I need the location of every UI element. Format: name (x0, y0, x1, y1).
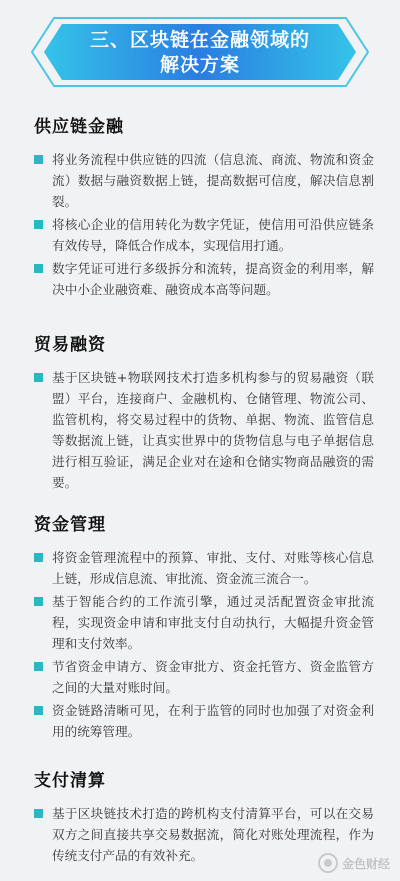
title-banner (30, 16, 370, 88)
watermark-text: 金色财经 (341, 856, 390, 871)
title-line-1: 三、区块链在金融领域的 (89, 29, 310, 51)
list-item (34, 149, 374, 212)
list-item (34, 367, 374, 493)
section-heading: 资金管理 (34, 515, 106, 535)
list-item (34, 258, 374, 300)
square-bullet-icon (34, 220, 43, 229)
list-item-text: 节省资金申请方、资金审批方、资金托管方、资金监管方之间的大量对账时间。 (52, 659, 374, 695)
list-item (34, 214, 374, 256)
section-supply-chain-finance (34, 112, 374, 302)
square-bullet-icon (34, 662, 43, 671)
section-heading: 供应链金融 (34, 117, 124, 137)
section-heading: 支付清算 (34, 771, 106, 791)
list-item (34, 591, 374, 654)
section-trade-finance (34, 330, 374, 495)
page-title (30, 28, 370, 78)
square-bullet-icon (34, 373, 43, 382)
list-item-text: 数字凭证可进行多级拆分和流转，提高资金的利用率，解决中小企业融资难、融资成本高等问题。 (52, 261, 374, 297)
list-item-text: 基于智能合约的工作流引擎，通过灵活配置资金审批流程，实现资金申请和审批支付自动执行，大幅提升资金管理和支付效率。 (52, 594, 374, 651)
logo-icon (318, 853, 338, 873)
list-item (34, 700, 374, 742)
list-item-text: 将核心企业的信用转化为数字凭证，使信用可沿供应链条有效传导，降低合作成本，实现信用打通。 (52, 217, 374, 253)
square-bullet-icon (34, 264, 43, 273)
list-item-text: 资金链路清晰可见，在利于监管的同时也加强了对资金利用的统筹管理。 (52, 703, 374, 739)
list-item (34, 547, 374, 589)
list-item-text: 基于区块链技术打造的跨机构支付清算平台，可以在交易双方之间直接共享交易数据流，简化对账处理流程，作为传统支付产品的有效补充。 (52, 806, 374, 863)
section-heading: 贸易融资 (34, 335, 106, 355)
square-bullet-icon (34, 809, 43, 818)
square-bullet-icon (34, 706, 43, 715)
list-item-text: 将资金管理流程中的预算、审批、支付、对账等核心信息上链，形成信息流、审批流、资金流三流合一。 (52, 550, 374, 586)
title-line-2: 解决方案 (159, 54, 240, 76)
list-item-text: 将业务流程中供应链的四流（信息流、商流、物流和资金流）数据与融资数据上链，提高数据可信度，解决信息割裂。 (52, 152, 374, 209)
section-fund-management (34, 510, 374, 744)
square-bullet-icon (34, 155, 43, 164)
watermark (318, 853, 390, 873)
square-bullet-icon (34, 553, 43, 562)
square-bullet-icon (34, 597, 43, 606)
list-item-text: 基于区块链+物联网技术打造多机构参与的贸易融资（联盟）平台，连接商户、金融机构、仓储管理、物流公司、监管机构，将交易过程中的货物、单据、物流、监管信息等数据流上链，让真实世界中的货物信息与电子单据信息进行相互验证，满足企业对在途和仓储实物商品融资的需要。 (52, 370, 374, 490)
list-item (34, 656, 374, 698)
